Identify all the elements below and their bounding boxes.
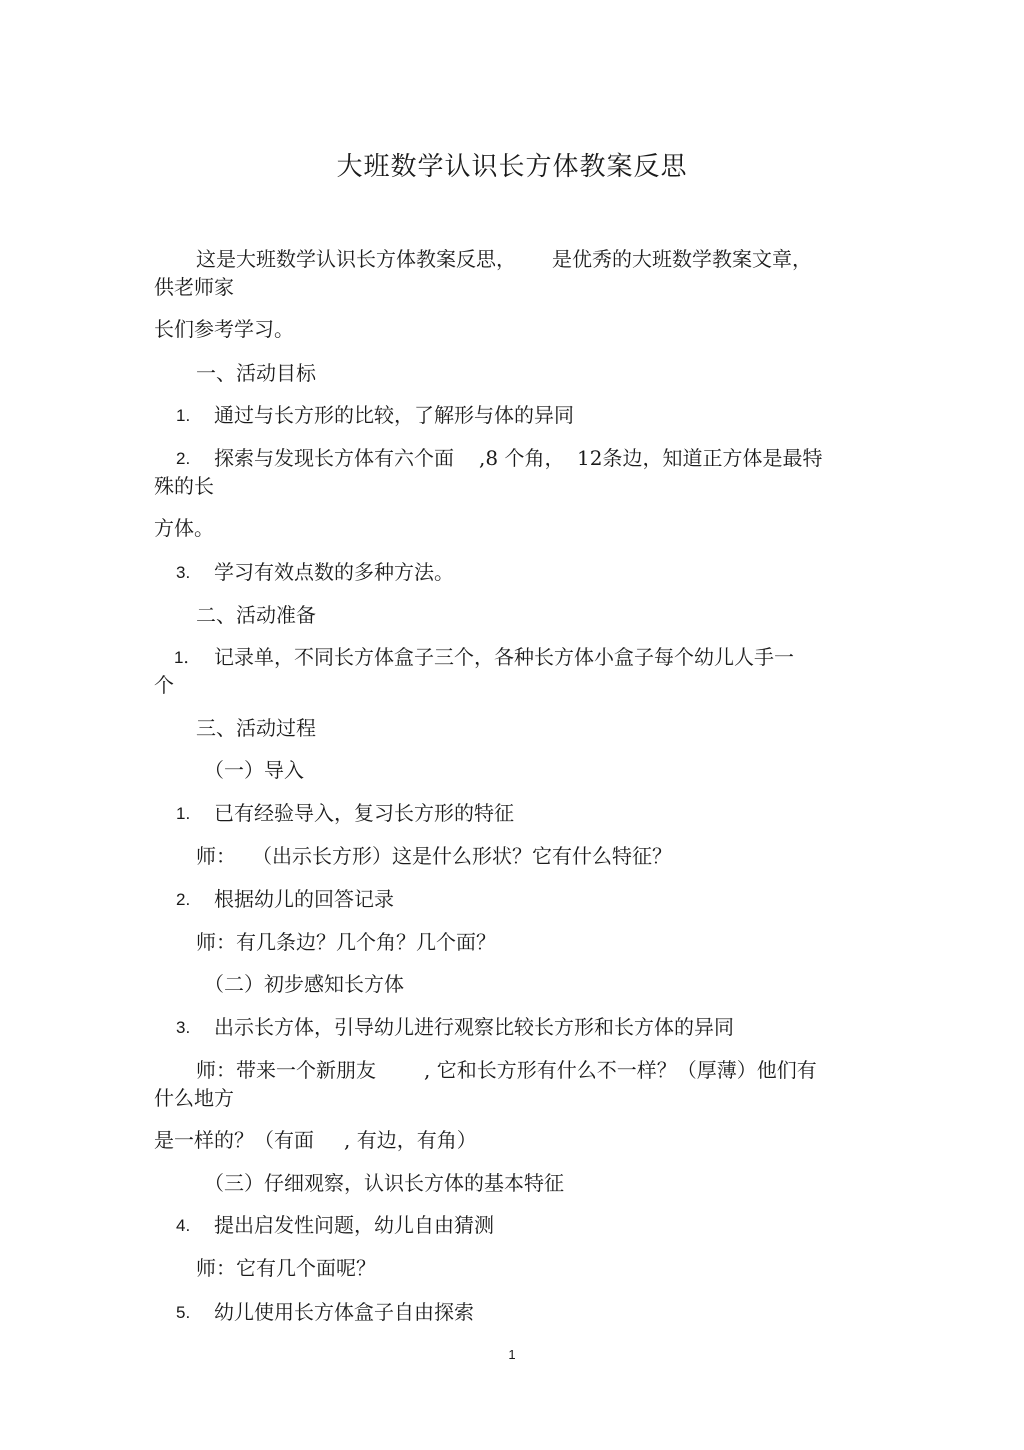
intro-line-2: 供老师家 bbox=[154, 275, 234, 299]
list-number: 5. bbox=[176, 1303, 191, 1322]
intro-line-3: 长们参考学习。 bbox=[154, 317, 294, 341]
page-title: 大班数学认识长方体教案反思 bbox=[336, 152, 688, 182]
section-heading-process: 三、活动过程 bbox=[196, 716, 316, 740]
list-item: 根据幼儿的回答记录 bbox=[214, 887, 394, 911]
list-item: 提出启发性问题，幼儿自由猜测 bbox=[214, 1213, 494, 1237]
teacher-prompt: 师：它有几个面呢？ bbox=[196, 1256, 376, 1280]
list-item-part: ,8 个角， bbox=[479, 446, 565, 470]
list-number: 3. bbox=[176, 563, 191, 582]
subsection-heading: （二）初步感知长方体 bbox=[204, 972, 404, 996]
intro-line-1a: 这是大班数学认识长方体教案反思， bbox=[196, 247, 516, 271]
section-heading-preparation: 二、活动准备 bbox=[196, 603, 316, 627]
list-item: 出示长方体，引导幼儿进行观察比较长方形和长方体的异同 bbox=[214, 1015, 734, 1039]
teacher-prompt-part: , 它和长方形有什么不一样？（厚薄）他们有 bbox=[424, 1058, 817, 1082]
list-number: 1. bbox=[176, 804, 191, 823]
list-item-continued: 个 bbox=[154, 673, 174, 697]
list-item: 幼儿使用长方体盒子自由探索 bbox=[214, 1300, 474, 1324]
list-item-continued: 殊的长 bbox=[154, 474, 214, 498]
subsection-heading: （三）仔细观察，认识长方体的基本特征 bbox=[204, 1171, 564, 1195]
subsection-heading: （一）导入 bbox=[204, 758, 304, 782]
list-number: 1. bbox=[176, 406, 191, 425]
teacher-prompt: （出示长方形）这是什么形状？它有什么特征？ bbox=[252, 844, 672, 868]
teacher-prompt: 师：带来一个新朋友 bbox=[196, 1058, 376, 1082]
list-item: 记录单，不同长方体盒子三个，各种长方体小盒子每个幼儿人手一 bbox=[214, 645, 794, 669]
list-item: 已有经验导入，复习长方形的特征 bbox=[214, 801, 514, 825]
teacher-prompt-part: , 有边，有角） bbox=[344, 1128, 477, 1152]
list-item-continued: 方体。 bbox=[154, 516, 214, 540]
section-heading-goals: 一、活动目标 bbox=[196, 361, 316, 385]
list-number: 3. bbox=[176, 1018, 191, 1037]
page-number: 1 bbox=[508, 1347, 516, 1362]
intro-line-1b: 是优秀的大班数学教案文章， bbox=[552, 247, 812, 271]
list-item: 探索与发现长方体有六个面 bbox=[214, 446, 454, 470]
teacher-prompt-continued: 是一样的？（有面 bbox=[154, 1128, 314, 1152]
teacher-prompt-continued: 什么地方 bbox=[154, 1086, 234, 1110]
list-number: 1． bbox=[174, 648, 201, 667]
list-number: 2. bbox=[176, 890, 191, 909]
list-item: 通过与长方形的比较，了解形与体的异同 bbox=[214, 403, 574, 427]
list-number: 4. bbox=[176, 1216, 191, 1235]
list-item-part: 12条边，知道正方体是最特 bbox=[577, 446, 823, 470]
list-item: 学习有效点数的多种方法。 bbox=[214, 560, 454, 584]
teacher-prompt-label: 师： bbox=[196, 844, 236, 868]
list-number: 2. bbox=[176, 449, 191, 468]
teacher-prompt: 师：有几条边？几个角？几个面？ bbox=[196, 930, 496, 954]
